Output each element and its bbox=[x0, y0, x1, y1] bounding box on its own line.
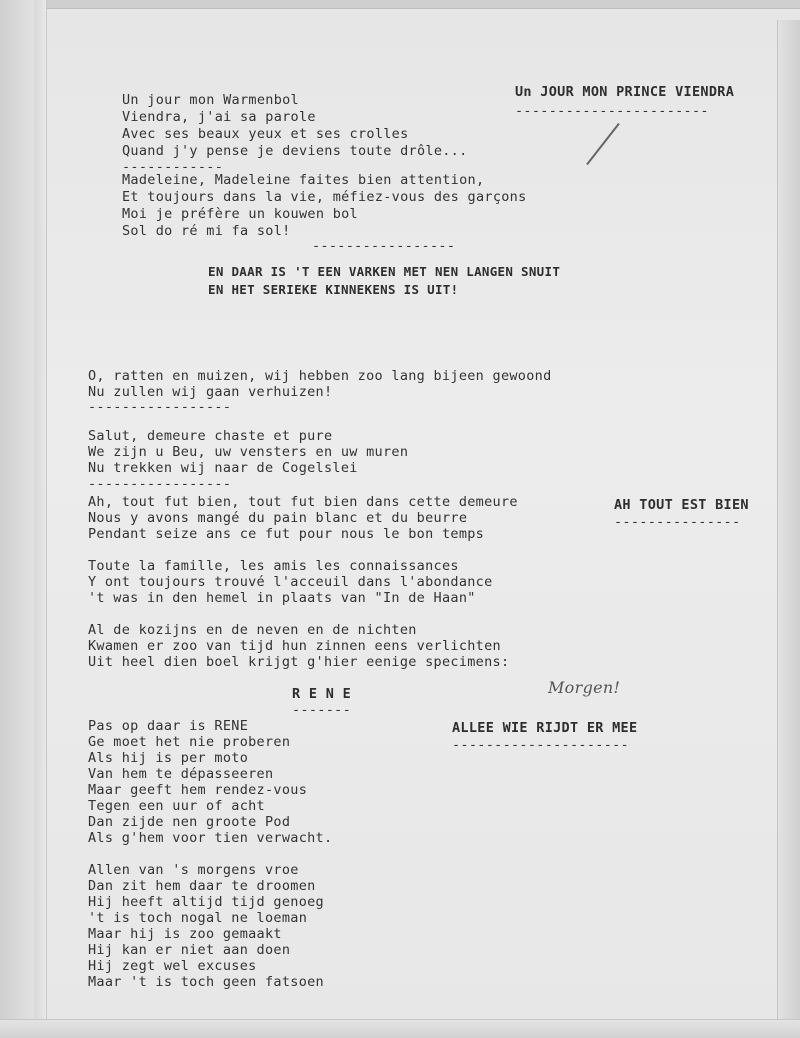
stanza1-line1: Un jour mon Warmenbol bbox=[122, 92, 299, 108]
stanza1-line4: Quand j'y pense je deviens toute drôle... bbox=[122, 143, 468, 159]
stanza9-line1: Allen van 's morgens vroe bbox=[88, 862, 299, 878]
center-heading-line1: EN DAAR IS 'T EEN VARKEN MET NEN LANGEN SNUIT bbox=[208, 264, 561, 279]
stanza2-rule: ----------------- bbox=[312, 238, 456, 254]
sheet-bottom-edge bbox=[0, 1019, 800, 1038]
sheet-top-edge bbox=[0, 0, 800, 9]
stanza8-line1: Pas op daar is RENE bbox=[88, 718, 249, 734]
side-title-allee-rule: --------------------- bbox=[452, 737, 629, 753]
stanza4-line1: Salut, demeure chaste et pure bbox=[88, 428, 333, 444]
stanza5-line1: Ah, tout fut bien, tout fut bien dans cette demeure bbox=[88, 494, 518, 510]
stanza8-line4: Van hem te dépasseeren bbox=[88, 766, 274, 782]
side-title-ah-tout-rule: --------------- bbox=[614, 514, 741, 530]
stanza8-line8: Als g'hem voor tien verwacht. bbox=[88, 830, 333, 846]
side-title-ah-tout: AH TOUT EST BIEN bbox=[614, 497, 749, 513]
stanza3-rule: ----------------- bbox=[88, 399, 232, 415]
pencil-stroke bbox=[586, 123, 620, 165]
stanza3-line2: Nu zullen wij gaan verhuizen! bbox=[88, 384, 333, 400]
song-title-right: Un JOUR MON PRINCE VIENDRA bbox=[515, 84, 735, 100]
rene-heading: R E N E bbox=[292, 686, 351, 702]
sheet-left-edge bbox=[0, 0, 35, 1038]
stanza9-line7: Hij zegt wel excuses bbox=[88, 958, 257, 974]
stanza7-line3: Uit heel dien boel krijgt g'hier eenige specimens: bbox=[88, 654, 510, 670]
stanza5-line3: Pendant seize ans ce fut pour nous le bon temps bbox=[88, 526, 485, 542]
stanza8-line7: Dan zijde nen groote Pod bbox=[88, 814, 291, 830]
stanza3-line1: O, ratten en muizen, wij hebben zoo lang bijeen gewoond bbox=[88, 368, 552, 384]
stanza4-rule: ----------------- bbox=[88, 476, 232, 492]
stanza2-line2: Et toujours dans la vie, méfiez-vous des garçons bbox=[122, 189, 527, 205]
stanza2-line3: Moi je préfère un kouwen bol bbox=[122, 206, 358, 222]
side-title-allee: ALLEE WIE RIJDT ER MEE bbox=[452, 720, 638, 736]
stanza9-line4: 't is toch nogal ne loeman bbox=[88, 910, 308, 926]
rene-heading-rule: ------- bbox=[292, 702, 351, 718]
stanza4-line2: We zijn u Beu, uw vensters en uw muren bbox=[88, 444, 409, 460]
stanza8-line3: Als hij is per moto bbox=[88, 750, 249, 766]
stanza4-line3: Nu trekken wij naar de Cogelslei bbox=[88, 460, 358, 476]
stanza9-line8: Maar 't is toch geen fatsoen bbox=[88, 974, 324, 990]
song-title-right-rule: ----------------------- bbox=[515, 103, 709, 119]
stanza5-line2: Nous y avons mangé du pain blanc et du beurre bbox=[88, 510, 468, 526]
stanza1-line3: Avec ses beaux yeux et ses crolles bbox=[122, 126, 409, 142]
sheet-right-edge bbox=[777, 20, 800, 1038]
stanza1-line2: Viendra, j'ai sa parole bbox=[122, 109, 316, 125]
stanza9-line6: Hij kan er niet aan doen bbox=[88, 942, 291, 958]
stanza8-line2: Ge moet het nie proberen bbox=[88, 734, 291, 750]
stanza9-line3: Hij heeft altijd tijd genoeg bbox=[88, 894, 324, 910]
stanza6-line1: Toute la famille, les amis les connaissances bbox=[88, 558, 459, 574]
stanza9-line5: Maar hij is zoo gemaakt bbox=[88, 926, 282, 942]
stanza7-line1: Al de kozijns en de neven en de nichten bbox=[88, 622, 417, 638]
stanza8-line5: Maar geeft hem rendez-vous bbox=[88, 782, 308, 798]
sheet-left-edge-inner bbox=[34, 0, 47, 1038]
stanza8-line6: Tegen een uur of acht bbox=[88, 798, 265, 814]
stanza6-line3: 't was in den hemel in plaats van "In de Haan" bbox=[88, 590, 476, 606]
stanza1-rule: ------------ bbox=[122, 159, 224, 175]
handwritten-note: Morgen! bbox=[548, 678, 621, 697]
stanza9-line2: Dan zit hem daar te droomen bbox=[88, 878, 316, 894]
stanza2-line1: Madeleine, Madeleine faites bien attention, bbox=[122, 172, 485, 188]
stanza6-line2: Y ont toujours trouvé l'acceuil dans l'abondance bbox=[88, 574, 493, 590]
center-heading-line2: EN HET SERIEKE KINNEKENS IS UIT! bbox=[208, 282, 459, 297]
stanza2-line4: Sol do ré mi fa sol! bbox=[122, 223, 291, 239]
stanza7-line2: Kwamen er zoo van tijd hun zinnen eens verlichten bbox=[88, 638, 501, 654]
